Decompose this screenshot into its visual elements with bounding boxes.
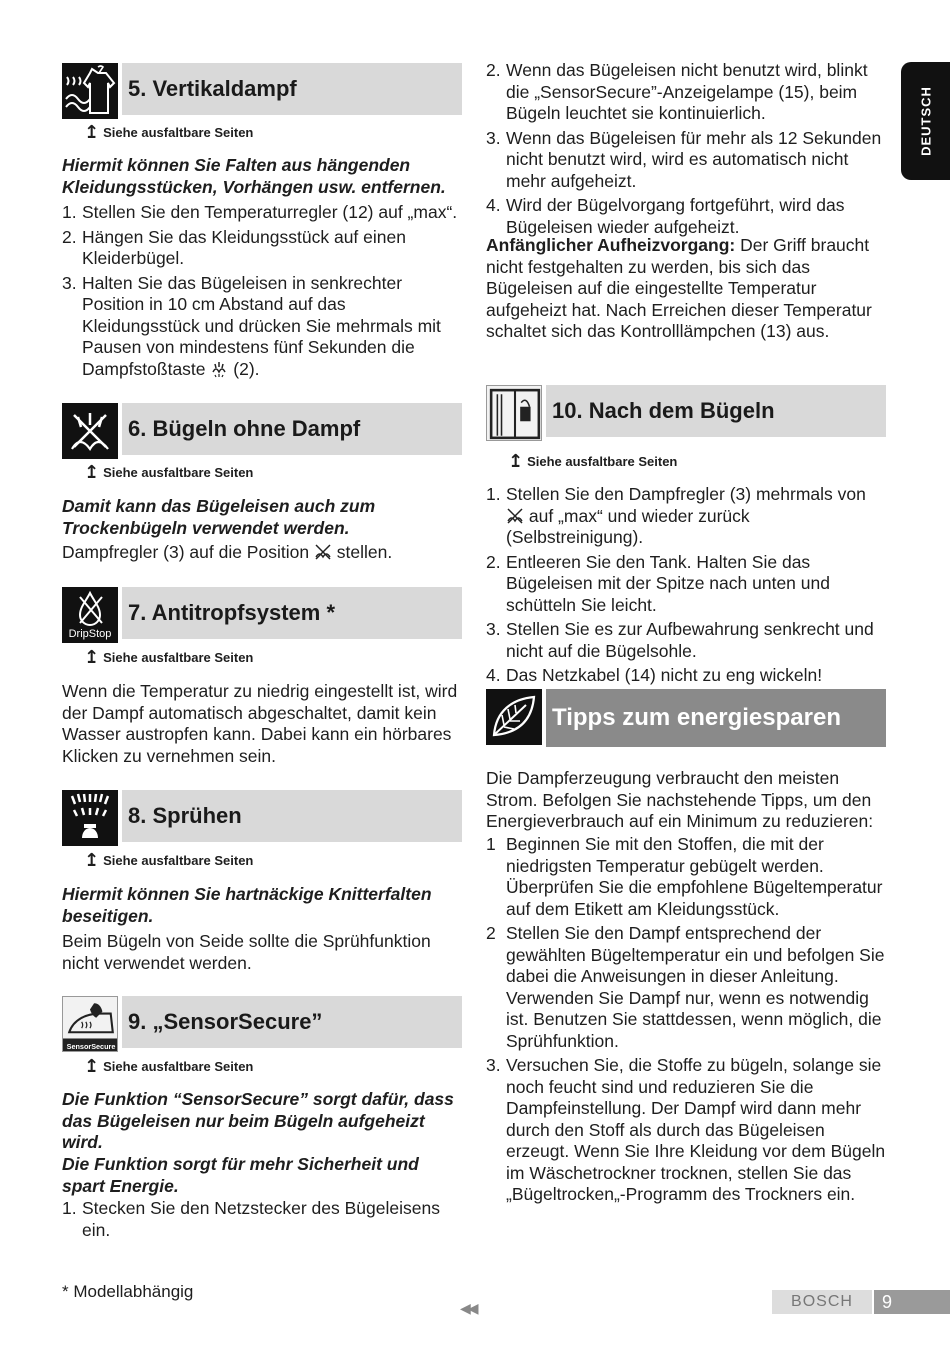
footnote: * Modellabhängig (62, 1282, 194, 1301)
section-7-title: 7. Antitropfsystem * (122, 587, 462, 639)
section-9-intro-2: Die Funktion sorgt für mehr Sicherheit und spart Energie. (62, 1154, 419, 1196)
steam-burst-icon (210, 360, 228, 378)
fold-out-arrow-icon: ↥ (84, 122, 100, 142)
list-item: 3. Versuchen Sie, die Stoffe zu bügeln, solange sie noch feucht sind und reduzieren Sie die Dampfeinstellung. Der Dampf wird dann mehr durch den Stoff als durch das Bügeleisen erzeugt. Wenn Sie Ihre Kleidung vor dem Bügeln im Wäschetrockner trocknen, stellen Sie das „Bügeltrocken„-Programm des Trockners ein. (486, 1055, 886, 1204)
section-5-intro: Hiermit können Sie Falten aus hängenden Kleidungsstücken, Vorhängen usw. entfernen. (62, 155, 446, 197)
section-9-steps-right (486, 60, 888, 241)
section-6-title: 6. Bügeln ohne Dampf (122, 403, 462, 455)
tips-intro: Die Dampferzeugung verbraucht den meisten Strom. Befolgen Sie nachstehende Tipps, um den Energieverbrauch auf ein Minimum zu reduzieren: (486, 768, 874, 831)
list-item: 2 Stellen Sie den Dampf entsprechend der gewählten Bügeltemperatur ein und befolgen Sie dabei die Anweisungen in dieser Anleitung. Verwenden Sie Dampf nur, wenn es notwendig ist. Benutzen Sie stattdessen, wenn möglich, die Sprühfunktion. (486, 923, 885, 1051)
see-pages-note: ↥ Siehe ausfaltbare Seiten (84, 1056, 254, 1076)
list-item: 1. Stecken Sie den Netzstecker des Bügeleisens ein. (62, 1198, 440, 1240)
language-tab (901, 62, 950, 180)
sensor-secure-icon (62, 996, 118, 1052)
section-5-title: 5. Vertikaldampf (122, 63, 462, 115)
see-pages-note: ↥ Siehe ausfaltbare Seiten (84, 850, 254, 870)
see-pages-note: ↥ Siehe ausfaltbare Seiten (84, 647, 254, 667)
fold-out-arrow-icon: ↥ (84, 462, 100, 482)
page-number: 9 (874, 1290, 950, 1314)
footer-brand: BOSCH (772, 1290, 872, 1314)
section-9-title: 9. „SensorSecure” (122, 996, 462, 1048)
see-pages-note: ↥ Siehe ausfaltbare Seiten (84, 462, 254, 482)
section-8-title: 8. Sprühen (122, 790, 462, 842)
no-steam-icon (62, 403, 118, 459)
fold-out-arrow-icon: ↥ (84, 850, 100, 870)
drip-stop-label: DripStop (68, 628, 112, 640)
section-7-body: Wenn die Temperatur zu niedrig eingestellt ist, wird der Dampf automatisch abgeschaltet, damit kein Wasser austropfen kann. Dabei kann ein hörbares Klicken zu vernehmen sein. (62, 681, 458, 766)
nav-arrows-icon: ◀◀ (460, 1300, 476, 1316)
section-8-body: Beim Bügeln von Seide sollte die Sprühfunktion nicht verwendet werden. (62, 931, 431, 973)
section-9-intro-1: Die Funktion “SensorSecure” sorgt dafür, dass das Bügeleisen nur beim Bügeln aufgeheizt wird. (62, 1089, 454, 1152)
section-8-intro: Hiermit können Sie hartnäckige Knitterfalten beseitigen. (62, 884, 432, 926)
list-item: 3. Wenn das Bügeleisen für mehr als 12 Sekunden nicht benutzt wird, wird es automatisch nicht mehr aufgeheizt. (486, 127, 882, 191)
tips-header (486, 689, 886, 745)
see-pages-note: ↥ Siehe ausfaltbare Seiten (508, 451, 678, 471)
fold-out-arrow-icon: ↥ (84, 647, 100, 667)
fold-out-arrow-icon: ↥ (508, 451, 524, 471)
section-7-header (62, 587, 462, 643)
drip-stop-icon (62, 587, 118, 643)
list-item: 2. Hängen Sie das Kleidungsstück auf einen Kleiderbügel. (62, 226, 406, 268)
see-pages-note: ↥ Siehe ausfaltbare Seiten (84, 122, 254, 142)
section-6-header (62, 403, 462, 459)
list-item: 2. Entleeren Sie den Tank. Halten Sie das Bügeleisen mit der Spitze nach unten und schütteln Sie leicht. (486, 551, 830, 615)
section-10-steps (486, 484, 888, 690)
storage-cabinet-icon (486, 385, 542, 441)
section-9-steps-left (62, 1198, 464, 1244)
section-10-title: 10. Nach dem Bügeln (546, 385, 886, 437)
fold-out-arrow-icon: ↥ (84, 1056, 100, 1076)
language-label: DEUTSCH (918, 86, 933, 156)
leaf-icon (486, 689, 542, 745)
list-item: 1. Stellen Sie den Temperaturregler (12) auf „max“. (62, 202, 458, 222)
list-item: 2. Wenn das Bügeleisen nicht benutzt wird, blinkt die „SensorSecure”-Anzeigelampe (15), beim Bügeln leuchtet sie kontinuierlich. (486, 60, 868, 123)
section-8-header (62, 790, 462, 846)
section-5-header (62, 63, 462, 119)
spray-icon (62, 790, 118, 846)
list-item: 1 Beginnen Sie mit den Stoffen, die mit der niedrigsten Temperatur gebügelt werden. Überprüfen Sie die empfohlene Bügeltemperatur auf dem Etikett am Kleidungsstück. (486, 834, 883, 919)
section-10-header (486, 385, 886, 441)
tips-steps (486, 834, 888, 1209)
section-6-body: Dampfregler (3) auf die Position stellen. (62, 542, 393, 562)
tips-title: Tipps zum energiesparen (546, 689, 886, 747)
list-item: 3. Halten Sie das Bügeleisen in senkrechter Position in 10 cm Abstand auf das Kleidungsstück und drücken Sie mehrmals mit Pausen von mindestens fünf Sekunden die Dampfstoßtaste (2). (62, 272, 441, 379)
vertical-steam-icon (62, 63, 118, 119)
sensor-secure-label: SensorSecure (66, 1041, 116, 1051)
section-9-header (62, 996, 462, 1052)
list-item: 3. Stellen Sie es zur Aufbewahrung senkrecht und nicht auf die Bügelsohle. (486, 619, 874, 661)
no-steam-setting-icon (314, 543, 332, 561)
no-steam-setting-icon (506, 507, 524, 525)
initial-heatup-paragraph: Anfänglicher Aufheizvorgang: Der Griff braucht nicht festgehalten zu werden, bis sich das Bügeleisen auf die eingestellte Temperatur aufgeheizt hat. Nach Erreichen dieser Temperatur schaltet sich das Kontrolllämpchen (13) aus. (486, 235, 872, 341)
section-5-steps (62, 202, 464, 383)
list-item: 4. Wird der Bügelvorgang fortgeführt, wird das Bügeleisen wieder aufgeheizt. (486, 195, 845, 237)
section-6-intro: Damit kann das Bügeleisen auch zum Trockenbügeln verwendet werden. (62, 496, 376, 538)
list-item: 1. Stellen Sie den Dampfregler (3) mehrmals von auf „max“ und wieder zurück (Selbstreinigung). (486, 484, 866, 547)
list-item: 4. Das Netzkabel (14) nicht zu eng wickeln! (486, 665, 823, 685)
